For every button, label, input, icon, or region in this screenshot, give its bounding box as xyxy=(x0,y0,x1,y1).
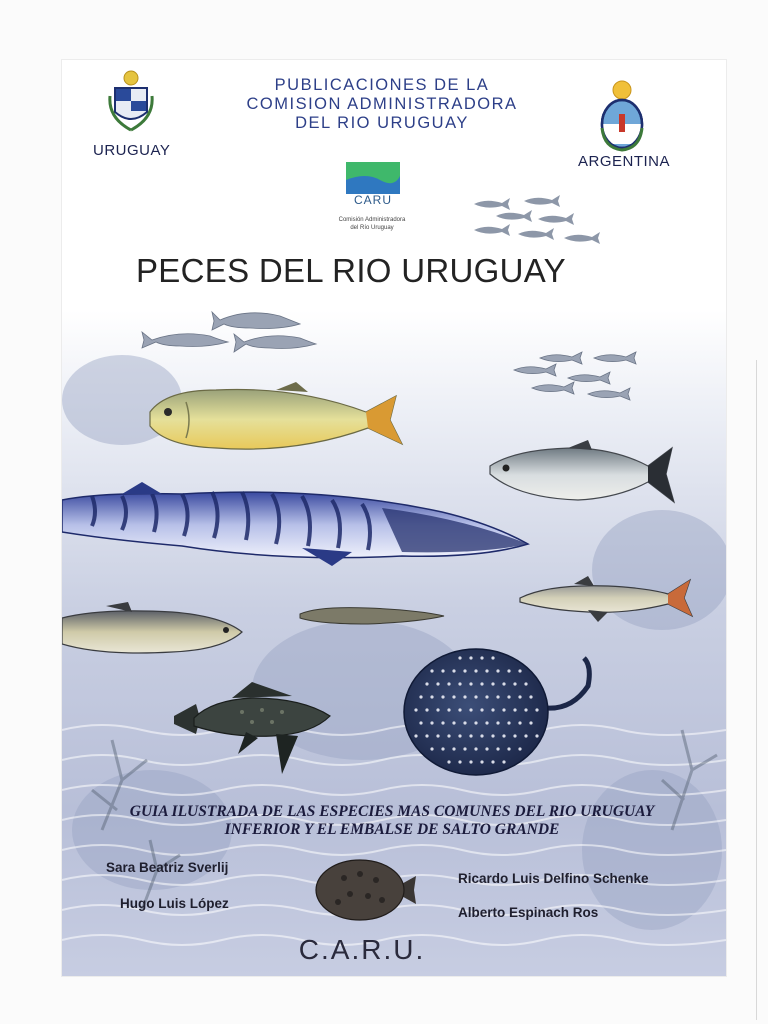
guide-subtitle xyxy=(72,803,712,839)
bagre-fish-illustration xyxy=(518,576,694,626)
small-elongated-fish-illustration xyxy=(298,604,446,626)
page-edge-line xyxy=(756,360,757,1020)
fish-group-left-icon xyxy=(140,304,320,356)
publisher-line: PUBLICACIONES DE LA xyxy=(274,76,490,94)
boga-fish-illustration xyxy=(62,600,244,660)
pufferfish-illustration xyxy=(314,856,418,922)
publisher-line: COMISION ADMINISTRADORA xyxy=(246,95,518,113)
book-cover xyxy=(62,60,726,976)
stingray-illustration xyxy=(402,646,594,778)
author-name: Sara Beatriz Sverlij xyxy=(106,860,229,875)
fish-school-top-right-icon xyxy=(472,194,602,248)
caru-logo-subtitle xyxy=(324,216,420,232)
armored-catfish-illustration xyxy=(172,682,332,778)
guide-line: INFERIOR Y EL EMBALSE DE SALTO GRANDE xyxy=(224,821,560,838)
tiger-catfish-illustration xyxy=(62,482,530,568)
author-name: Alberto Espinach Ros xyxy=(458,905,599,920)
publisher-heading xyxy=(222,76,542,133)
publisher-line: DEL RIO URUGUAY xyxy=(295,114,469,132)
uruguay-coat-of-arms-icon xyxy=(106,68,156,134)
book-title: PECES DEL RIO URUGUAY xyxy=(136,252,566,289)
argentina-coat-of-arms-icon xyxy=(596,78,648,154)
caru-subtitle-line: Comisión Administradora xyxy=(338,217,406,223)
caru-subtitle-line: del Río Uruguay xyxy=(350,225,394,231)
dorado-fish-illustration xyxy=(146,382,408,460)
guide-line: GUIA ILUSTRADA DE LAS ESPECIES MAS COMUNES DEL RIO URUGUAY xyxy=(129,803,655,820)
author-name: Hugo Luis López xyxy=(120,896,229,911)
caru-logo-text: CARU xyxy=(353,193,392,207)
fish-group-right-icon xyxy=(510,350,640,402)
caru-logo-icon xyxy=(346,162,400,194)
author-name: Ricardo Luis Delfino Schenke xyxy=(458,871,649,886)
country-label-argentina: ARGENTINA xyxy=(578,153,671,170)
country-label-uruguay: URUGUAY xyxy=(93,142,171,159)
publisher-acronym: C.A.R.U. xyxy=(298,934,426,965)
